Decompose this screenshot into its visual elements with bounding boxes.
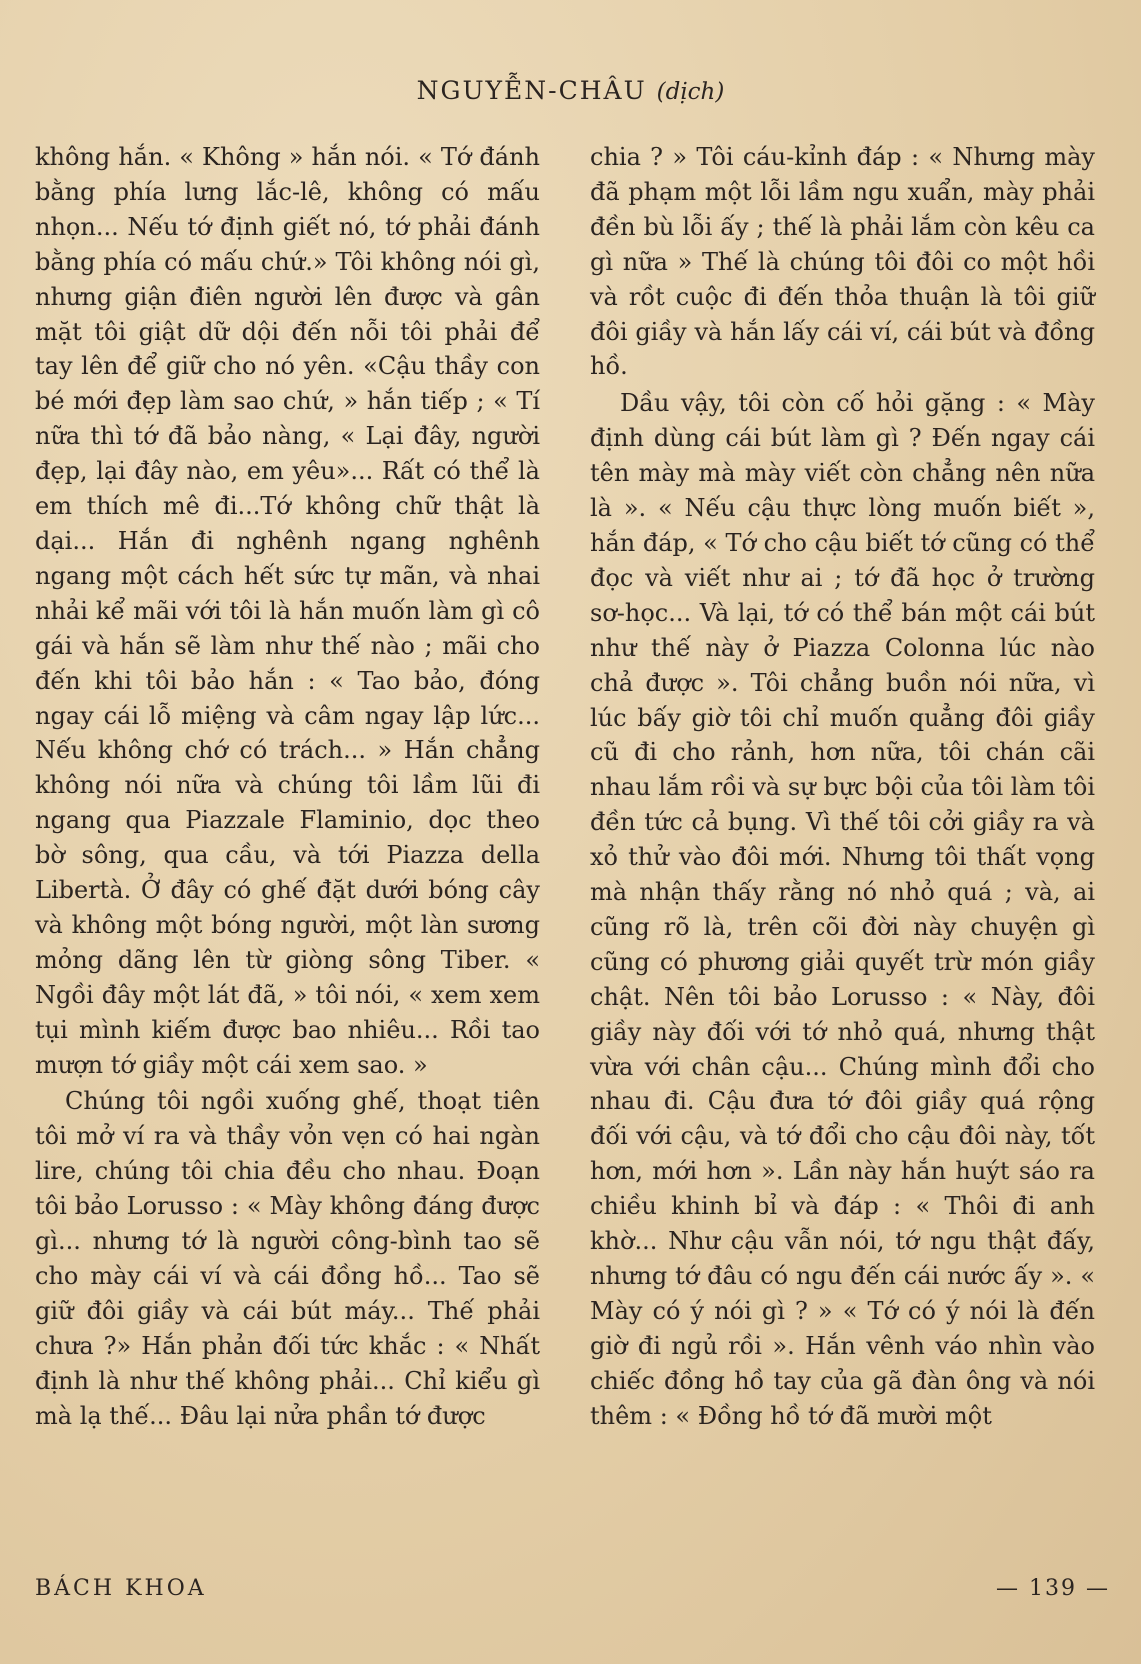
left-paragraph-1: không hắn. « Không » hắn nói. « Tớ đánh bằng phía lưng lắc-lê, không có mấu nhọn... Nếu tớ định giết nó, tớ phải đánh bằng phía có mấu chứ.» Tôi không nói gì, nhưng giận điên người lên được và gân mặt tôi giật dữ dội đến nỗi tôi phải để tay lên để giữ cho nó yên. «Cậu thầy con bé mới đẹp làm sao chứ, » hắn tiếp ; « Tí nữa thì tớ đã bảo nàng, « Lại đây, người đẹp, lại đây nào, em yêu»... Rất có thể là em thích mê đi...Tớ không chữ thật là dại... Hắn đi nghênh ngang nghênh ngang một cách hết sức tự mãn, và nhai nhải kể mãi với tôi là hắn muốn làm gì cô gái và hắn sẽ làm như thế nào ; mãi cho đến khi tôi bảo hắn : « Tao bảo, đóng ngay cái lỗ miệng và câm ngay lập lức... Nếu không chớ có trách... » Hắn chẳng không nói nữa và chúng tôi lầm lũi đi ngang qua Piazzale Flaminio, dọc theo bờ sông, qua cầu, và tới Piazza della Libertà. Ở đây có ghế đặt dưới bóng cây và không một bóng người, một làn sương mỏng dãng lên từ giòng sông Tiber. « Ngồi đây một lát đã, » tôi nói, « xem xem tụi mình kiếm được bao nhiêu... Rồi tao mượn tớ giầy một cái xem sao. » [35, 143, 540, 1079]
right-column [590, 140, 1095, 1434]
author-name: NGUYỄN-CHÂU [416, 76, 647, 105]
right-paragraph-1: chia ? » Tôi cáu-kỉnh đáp : « Nhưng mày đã phạm một lỗi lầm ngu xuẩn, mày phải đền bù lỗi ấy ; thế là phải lắm còn kêu ca gì nữa » Thế là chúng tôi đôi co một hồi và rồt cuộc đi đến thỏa thuận là tôi giữ đôi giầy và hắn lấy cái ví, cái bút và đồng hồ. [590, 143, 1095, 381]
translator-role: (dịch) [656, 79, 725, 105]
right-paragraph-2: Dầu vậy, tôi còn cố hỏi gặng : « Mày định dùng cái bút làm gì ? Đến ngay cái tên mày mà mày viết còn chẳng nên nữa là ». « Nếu cậu thực lòng muốn biết », hắn đáp, « Tớ cho cậu biết tớ cũng có thể đọc và viết như ai ; tớ đã học ở trường sơ-học... Và lại, tớ có thể bán một cái bút như thế này ở Piazza Colonna lúc nào chả được ». Tôi chẳng buồn nói nữa, vì lúc bấy giờ tôi chỉ muốn quẳng đôi giầy cũ đi cho rảnh, hơn nữa, tôi chán cãi nhau lắm rồi và sự bực bội của tôi làm tôi đền tức cả bụng. Vì thế tôi cởi giầy ra và xỏ thử vào đôi mới. Nhưng tôi thất vọng mà nhận thấy rằng nó nhỏ quá ; và, ai cũng rõ là, trên cõi đời này chuyện gì cũng có phương giải quyết trừ món giầy chật. Nên tôi bảo Lorusso : « Này, đôi giầy này đối với tớ nhỏ quá, nhưng thật vừa với chân cậu... Chúng mình đổi cho nhau đi. Cậu đưa tớ đôi giầy quá rộng đối với cậu, và tớ đổi cho cậu đôi này, tốt hơn, mới hơn ». Lần này hắn huýt sáo ra chiều khinh bỉ và đáp : « Thôi đi anh khờ... Như cậu vẫn nói, tớ ngu thật đấy, nhưng tớ đâu có ngu đến cái nước ấy ». « Mày có ý nói gì ? » « Tớ có ý nói là đến giờ đi ngủ rồi ». Hắn vênh váo nhìn vào chiếc đồng hồ tay của gã đàn ông và nói thêm : « Đồng hồ tớ đã mười một [590, 389, 1095, 1430]
page-number: — 139 — [996, 1576, 1110, 1601]
left-column [35, 140, 540, 1434]
left-paragraph-2: Chúng tôi ngồi xuống ghế, thoạt tiên tôi mở ví ra và thầy vỏn vẹn có hai ngàn lire, chúng tôi chia đều cho nhau. Đoạn tôi bảo Lorusso : « Mày không đáng được gì... nhưng tớ là người công-bình tao sẽ cho mày cái ví và cái đồng hồ... Tao sẽ giữ đôi giầy và cái bút máy... Thế phải chưa ?» Hắn phản đối tức khắc : « Nhất định là như thế không phải... Chỉ kiểu gì mà lạ thế... Đâu lại nửa phần tớ được [35, 1087, 540, 1430]
page-header [0, 76, 1141, 105]
magazine-name: BÁCH KHOA [35, 1576, 207, 1601]
